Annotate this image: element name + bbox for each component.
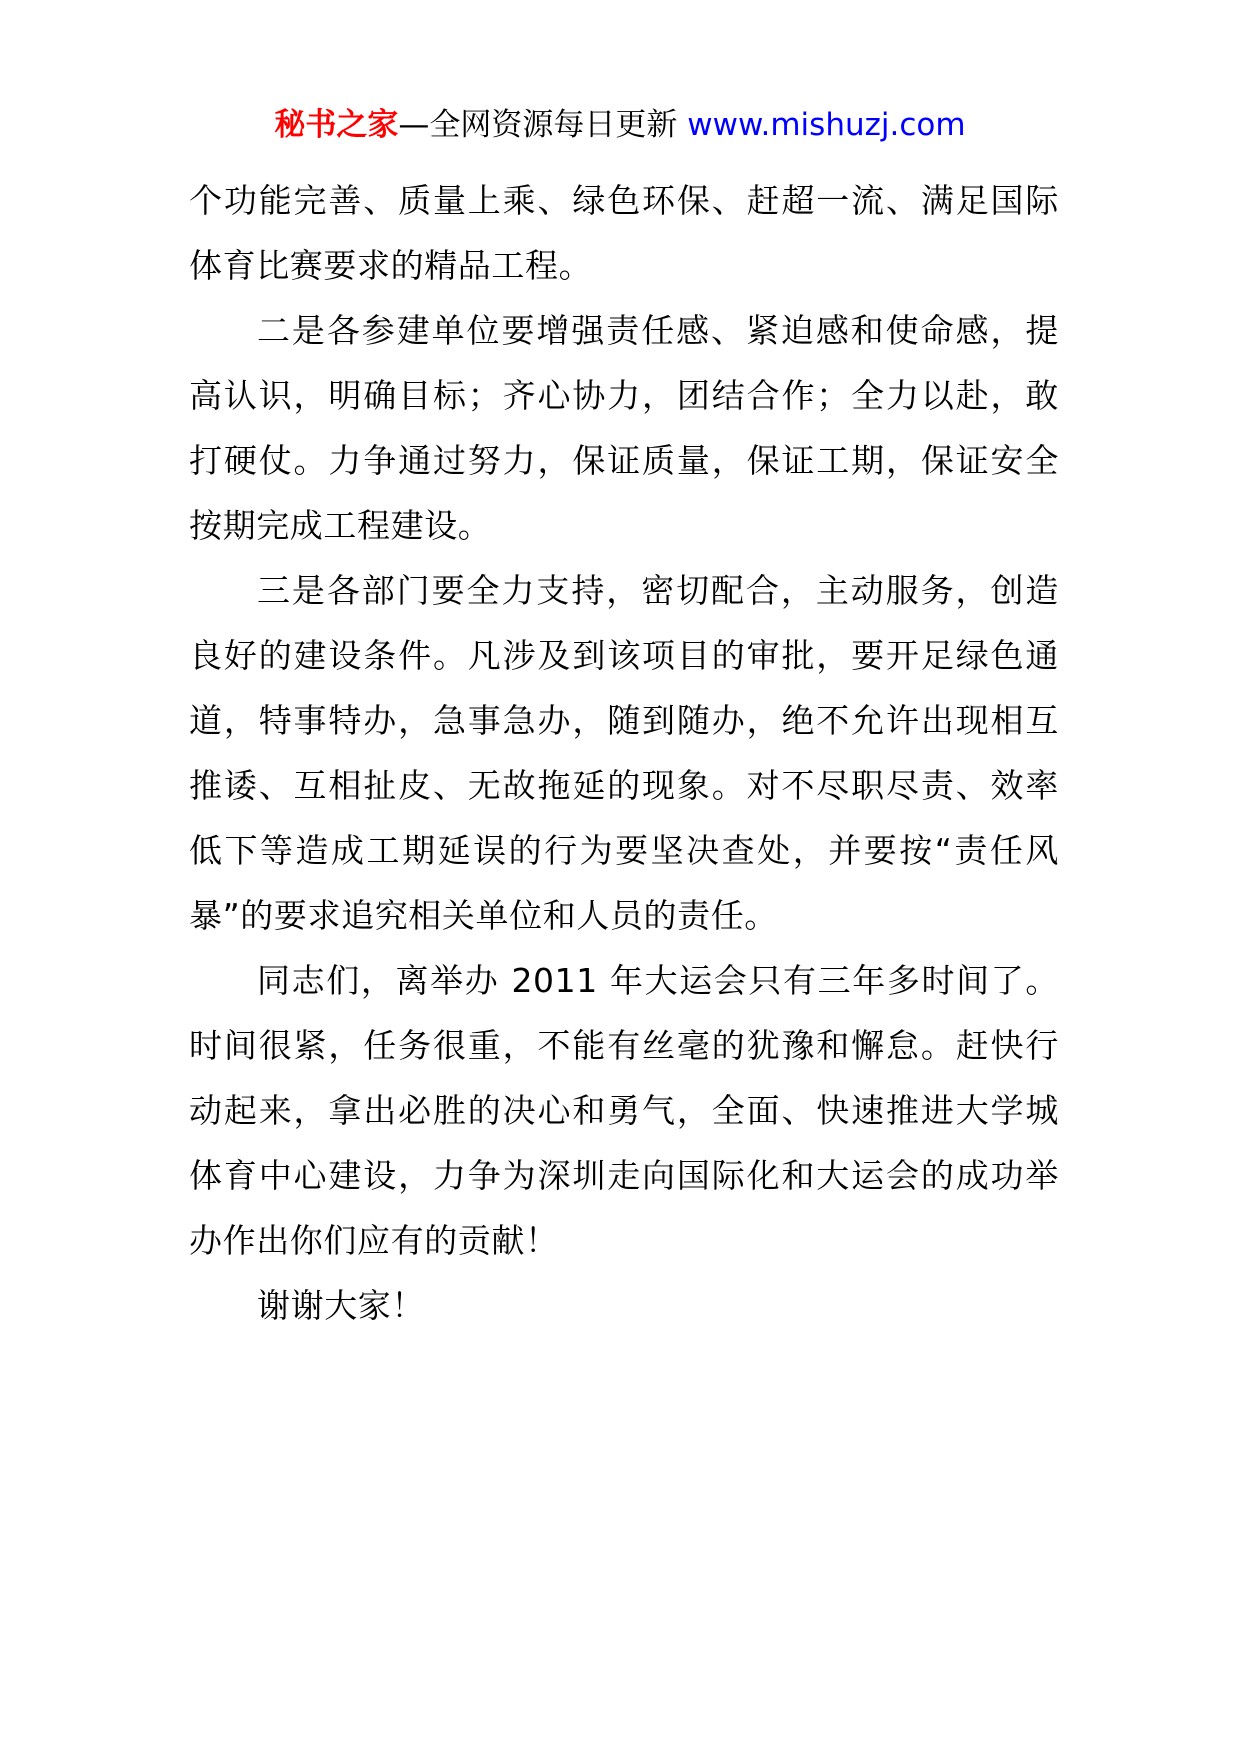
- brand-name: 秘书之家: [274, 107, 399, 143]
- paragraph-point-two: 二是各参建单位要增强责任感、紧迫感和使命感，提高认识，明确目标；齐心协力，团结合作；全力以赴，敢打硬仗。力争通过努力，保证质量，保证工期，保证安全按期完成工程建设。: [189, 311, 1059, 545]
- paragraph-closing-appeal: 同志们，离举办 2011 年大运会只有三年多时间了。时间很紧，任务很重，不能有丝毫的犹豫和懈怠。赶快行动起来，拿出必胜的决心和勇气，全面、快速推进大学城体育中心建设，力争为深圳走向国际化和大运会的成功举办作出你们应有的贡献！: [189, 961, 1059, 1260]
- header-tagline: —全网资源每日更新: [398, 107, 678, 143]
- document-body: [189, 168, 1059, 1338]
- paragraph-thanks: 谢谢大家！: [257, 1286, 425, 1325]
- paragraph-point-three: 三是各部门要全力支持，密切配合，主动服务，创造良好的建设条件。凡涉及到该项目的审批，要开足绿色通道，特事特办，急事急办，随到随办，绝不允许出现相互推诿、互相扯皮、无故拖延的现象。对不尽职尽责、效率低下等造成工期延误的行为要坚决查处，并要按“责任风暴”的要求追究相关单位和人员的责任。: [189, 571, 1059, 935]
- page-header: [0, 103, 1240, 147]
- paragraph-continued: 个功能完善、质量上乘、绿色环保、赶超一流、满足国际体育比赛要求的精品工程。: [189, 181, 1059, 285]
- header-url-link[interactable]: www.mishuzj.com: [687, 107, 966, 143]
